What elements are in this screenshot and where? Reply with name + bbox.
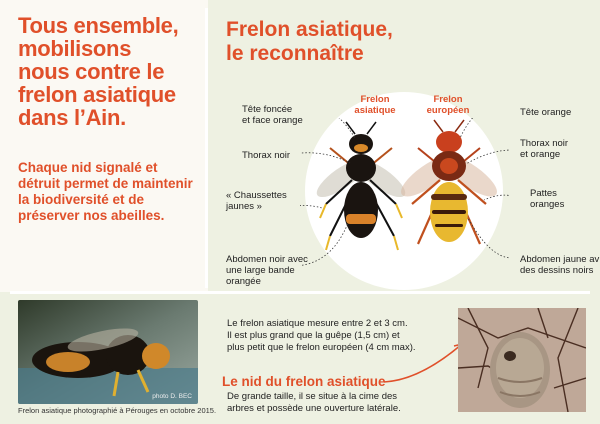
label-asian-socks: [226, 190, 287, 212]
nest-photo-image: [458, 308, 586, 412]
label-line: Tête orange: [520, 107, 572, 118]
identification-title: [226, 18, 446, 66]
nest-title: Le nid du frelon asiatique: [222, 374, 386, 389]
subheadline-line: préserver nos abeilles.: [18, 208, 165, 223]
nest-description: [227, 391, 427, 415]
main-headline: [18, 14, 218, 129]
headline-line: nous contre le: [18, 59, 165, 84]
european-hornet-icon: [395, 120, 502, 244]
subheadline-line: Chaque nid signalé et: [18, 160, 158, 175]
label-line: une large bande: [226, 265, 295, 276]
subheadline-line: détruit permet de maintenir: [18, 176, 193, 191]
heading-line: asiatique: [354, 105, 396, 116]
headline-line: dans l’Ain.: [18, 105, 126, 130]
label-line: Abdomen noir avec: [226, 254, 308, 265]
nest-photo: [458, 308, 586, 412]
headline-line: mobilisons: [18, 36, 132, 61]
heading-line: européen: [426, 105, 470, 116]
subheadline-line: la biodiversité et de: [18, 192, 145, 207]
label-line: Pattes: [530, 188, 557, 199]
heading-line: Frelon: [360, 94, 390, 105]
label-euro-head: [520, 107, 571, 118]
hornet-illustration: [300, 118, 510, 268]
headline-line: frelon asiatique: [18, 82, 176, 107]
hornet-photo-image: [18, 300, 198, 404]
arrow-icon: [380, 330, 470, 390]
label-line: Thorax noir: [242, 150, 291, 161]
title-line: le reconnaître: [226, 42, 364, 65]
nest-line: arbres et possède une ouverture latérale.: [227, 403, 401, 414]
info-line: Il est plus grand que la guêpe (1,5 cm) et: [227, 330, 400, 341]
label-line: oranges: [530, 199, 565, 210]
label-euro-abdomen: [520, 254, 600, 276]
label-line: et orange: [520, 149, 561, 160]
photo-credit: photo D. BEC: [152, 393, 192, 400]
label-line: jaunes »: [226, 201, 262, 212]
label-asian-abdomen: [226, 254, 308, 287]
info-line: plus petit que le frelon européen (4 cm max).: [227, 342, 416, 353]
label-asian-thorax: [242, 150, 290, 161]
subheadline: [18, 160, 218, 224]
heading-line: Frelon: [433, 94, 463, 105]
label-line: Abdomen jaune av: [520, 254, 600, 265]
label-euro-legs: [530, 188, 564, 210]
photo-caption: Frelon asiatique photographié à Pérouges en octobre 2015.: [18, 406, 217, 415]
asian-hornet-heading: [345, 94, 405, 116]
label-line: des dessins noirs: [520, 265, 594, 276]
nest-line: De grande taille, il se situe à la cime des: [227, 391, 398, 402]
label-line: et face orange: [242, 115, 303, 126]
label-line: « Chaussettes: [226, 190, 287, 201]
label-line: orangée: [226, 276, 261, 287]
horizontal-divider: [10, 291, 590, 294]
hornet-photo: [18, 300, 198, 404]
label-asian-head: [242, 104, 303, 126]
title-line: Frelon asiatique,: [226, 18, 393, 41]
asian-hornet-icon: [312, 122, 411, 250]
label-euro-thorax: [520, 138, 568, 160]
info-line: Le frelon asiatique mesure entre 2 et 3 cm.: [227, 318, 408, 329]
headline-line: Tous ensemble,: [18, 13, 179, 38]
european-hornet-heading: [418, 94, 478, 116]
label-line: Thorax noir: [520, 138, 569, 149]
label-line: Tête foncée: [242, 104, 293, 115]
